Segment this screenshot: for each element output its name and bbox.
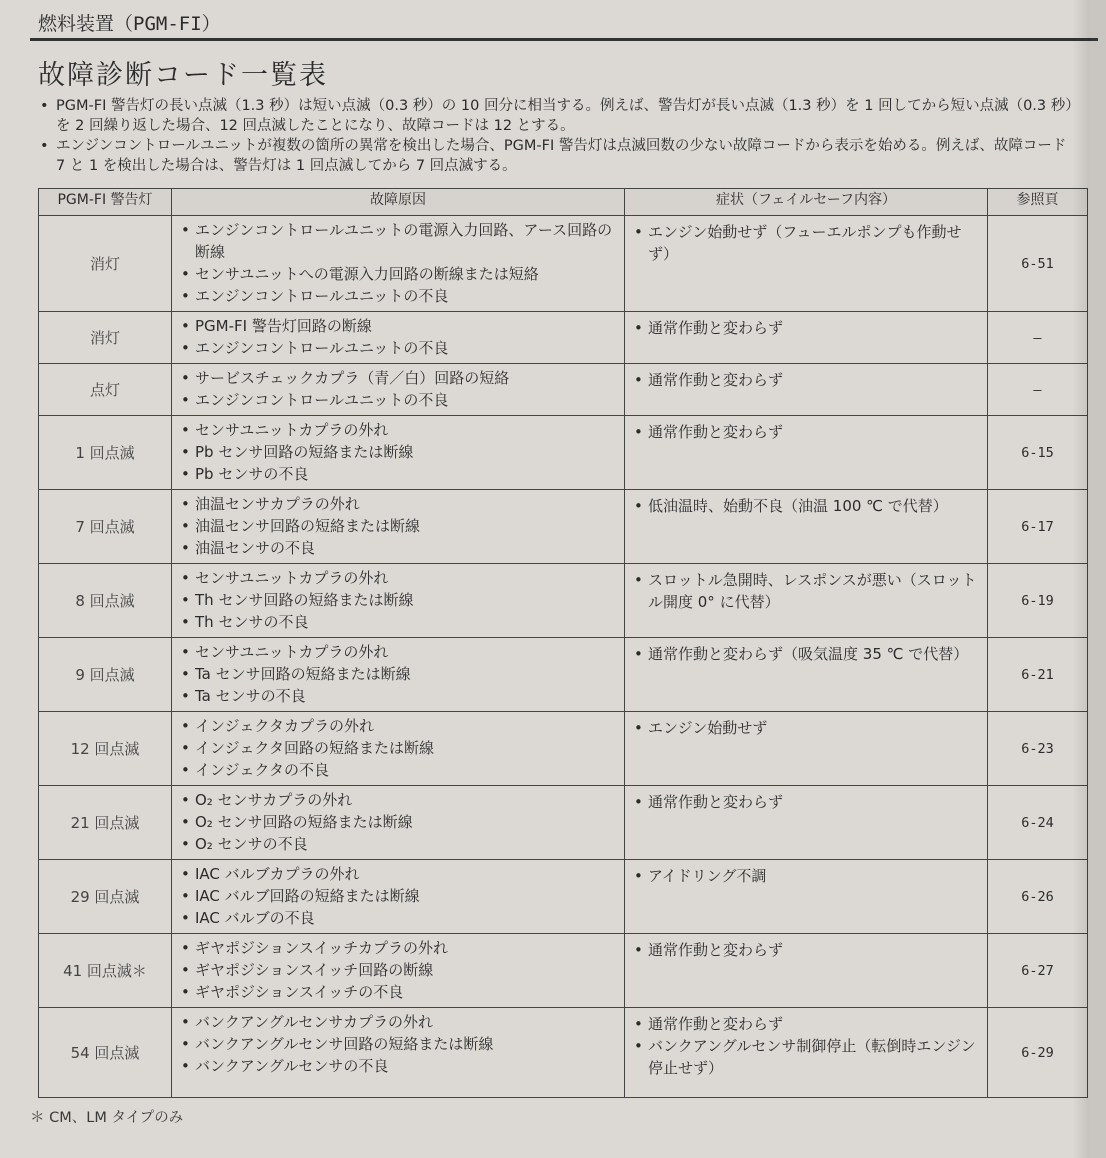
table-row — [39, 312, 1088, 364]
cause-item: • センサユニットへの電源入力回路の断線または短絡 — [195, 263, 619, 285]
table-row — [39, 564, 1088, 638]
cause-cell — [172, 312, 625, 364]
lamp-cell: 7 回点滅 — [39, 490, 172, 564]
symptom-cell — [625, 564, 988, 638]
symptom-cell — [625, 364, 988, 416]
header-cause: 故障原因 — [172, 189, 625, 216]
page-ref-cell: – — [988, 364, 1088, 416]
symptom-cell — [625, 638, 988, 712]
cause-item: • ギヤポジションスイッチの不良 — [195, 981, 619, 1003]
table-header-row — [39, 189, 1088, 216]
lamp-cell: 9 回点滅 — [39, 638, 172, 712]
lamp-cell: 点灯 — [39, 364, 172, 416]
symptom-item: • スロットル急開時、レスポンスが悪い（スロットル開度 0° に代替） — [648, 569, 982, 613]
cause-item: • インジェクタ回路の短絡または断線 — [195, 737, 619, 759]
symptom-list — [626, 491, 986, 519]
lamp-cell: 21 回点滅 — [39, 786, 172, 860]
cause-cell — [172, 490, 625, 564]
page-ref-cell: 6-51 — [988, 216, 1088, 312]
cause-item: • ギヤポジションスイッチ回路の断線 — [195, 959, 619, 981]
lamp-cell: 12 回点滅 — [39, 712, 172, 786]
notes-list — [38, 96, 1076, 176]
cause-list — [173, 417, 623, 487]
cause-item: • O₂ センサカプラの外れ — [195, 789, 619, 811]
cause-item: • PGM-FI 警告灯回路の断線 — [195, 315, 619, 337]
symptom-item: • エンジン始動せず — [648, 717, 982, 739]
page-ref-cell: 6-17 — [988, 490, 1088, 564]
cause-cell — [172, 712, 625, 786]
cause-item: • エンジンコントロールユニットの電源入力回路、アース回路の断線 — [195, 219, 619, 263]
table-row — [39, 712, 1088, 786]
cause-item: • インジェクタの不良 — [195, 759, 619, 781]
cause-list — [173, 313, 623, 361]
cause-list — [173, 787, 623, 857]
cause-item: • IAC バルブカプラの外れ — [195, 863, 619, 885]
cause-item: • Pb センサ回路の短絡または断線 — [195, 441, 619, 463]
symptom-item: • 通常作動と変わらず — [648, 939, 982, 961]
cause-item: • Ta センサ回路の短絡または断線 — [195, 663, 619, 685]
page-title: 故障診断コード一覧表 — [38, 60, 328, 91]
symptom-cell — [625, 312, 988, 364]
symptom-cell — [625, 216, 988, 312]
cause-item: • ギヤポジションスイッチカプラの外れ — [195, 937, 619, 959]
cause-cell — [172, 860, 625, 934]
cause-cell — [172, 416, 625, 490]
cause-cell — [172, 786, 625, 860]
header-lamp: PGM-FI 警告灯 — [39, 189, 172, 216]
lamp-cell: 消灯 — [39, 312, 172, 364]
cause-item: • Th センサ回路の短絡または断線 — [195, 589, 619, 611]
cause-item: • IAC バルブの不良 — [195, 907, 619, 929]
symptom-list — [626, 639, 986, 667]
cause-cell — [172, 564, 625, 638]
cause-list — [173, 565, 623, 635]
cause-item: • Th センサの不良 — [195, 611, 619, 633]
table-row — [39, 416, 1088, 490]
cause-cell — [172, 638, 625, 712]
lamp-cell: 8 回点滅 — [39, 564, 172, 638]
note-item: • エンジンコントロールユニットが複数の箇所の異常を検出した場合、PGM-FI 警告灯は点滅回数の少ない故障コードから表示を始める。例えば、故障コード 7 と 1 を検出した場合は、警告灯は 1 回点滅してから 7 回点滅する。 — [38, 136, 1076, 176]
symptom-item: • アイドリング不調 — [648, 865, 982, 887]
table-row — [39, 638, 1088, 712]
cause-cell — [172, 1008, 625, 1098]
symptom-list — [626, 1009, 986, 1081]
cause-item: • O₂ センサの不良 — [195, 833, 619, 855]
lamp-cell: 29 回点滅 — [39, 860, 172, 934]
cause-cell — [172, 216, 625, 312]
cause-item: • エンジンコントロールユニットの不良 — [195, 285, 619, 307]
table-row — [39, 860, 1088, 934]
cause-item: • センサユニットカプラの外れ — [195, 567, 619, 589]
page-ref-cell: 6-29 — [988, 1008, 1088, 1098]
page-ref-cell: 6-27 — [988, 934, 1088, 1008]
symptom-list — [626, 861, 986, 889]
symptom-list — [626, 217, 986, 267]
page-ref-cell: 6-26 — [988, 860, 1088, 934]
symptom-list — [626, 365, 986, 393]
page-ref-cell: 6-19 — [988, 564, 1088, 638]
section-header: 燃料装置（PGM-FI） — [30, 10, 1098, 41]
cause-item: • サービスチェックカプラ（青／白）回路の短絡 — [195, 367, 619, 389]
page-ref-cell: 6-23 — [988, 712, 1088, 786]
cause-item: • バンクアングルセンサの不良 — [195, 1055, 619, 1077]
symptom-cell — [625, 1008, 988, 1098]
cause-cell — [172, 364, 625, 416]
symptom-item: • 通常作動と変わらず（吸気温度 35 ℃ で代替） — [648, 643, 982, 665]
symptom-list — [626, 713, 986, 741]
cause-item: • バンクアングルセンサ回路の短絡または断線 — [195, 1033, 619, 1055]
header-symptom: 症状（フェイルセーフ内容） — [625, 189, 988, 216]
symptom-cell — [625, 712, 988, 786]
cause-item: • 油温センサの不良 — [195, 537, 619, 559]
symptom-list — [626, 565, 986, 615]
symptom-list — [626, 313, 986, 341]
table-row — [39, 216, 1088, 312]
cause-item: • センサユニットカプラの外れ — [195, 641, 619, 663]
cause-item: • O₂ センサ回路の短絡または断線 — [195, 811, 619, 833]
cause-item: • 油温センサ回路の短絡または断線 — [195, 515, 619, 537]
cause-list — [173, 861, 623, 931]
page-ref-cell: 6-21 — [988, 638, 1088, 712]
diagnostic-code-table — [38, 188, 1088, 1098]
table-row — [39, 934, 1088, 1008]
table-row — [39, 490, 1088, 564]
cause-item: • IAC バルブ回路の短絡または断線 — [195, 885, 619, 907]
symptom-cell — [625, 490, 988, 564]
lamp-cell: 54 回点滅 — [39, 1008, 172, 1098]
cause-cell — [172, 934, 625, 1008]
cause-list — [173, 491, 623, 561]
cause-list — [173, 639, 623, 709]
cause-item: • バンクアングルセンサカプラの外れ — [195, 1011, 619, 1033]
note-item: • PGM-FI 警告灯の長い点滅（1.3 秒）は短い点滅（0.3 秒）の 10 回分に相当する。例えば、警告灯が長い点滅（1.3 秒）を 1 回してから短い点滅（0.3 秒）を 2 回繰り返した場合、12 回点滅したことになり、故障コードは 12 とする。 — [38, 96, 1076, 136]
symptom-cell — [625, 860, 988, 934]
symptom-item: • 低油温時、始動不良（油温 100 ℃ で代替） — [648, 495, 982, 517]
symptom-item: • 通常作動と変わらず — [648, 1013, 982, 1035]
table-row — [39, 364, 1088, 416]
page-ref-cell: 6-15 — [988, 416, 1088, 490]
lamp-cell: 消灯 — [39, 216, 172, 312]
cause-item: • エンジンコントロールユニットの不良 — [195, 337, 619, 359]
symptom-cell — [625, 416, 988, 490]
symptom-item: • 通常作動と変わらず — [648, 421, 982, 443]
symptom-list — [626, 787, 986, 815]
cause-item: • Ta センサの不良 — [195, 685, 619, 707]
cause-item: • センサユニットカプラの外れ — [195, 419, 619, 441]
symptom-list — [626, 417, 986, 445]
cause-item: • エンジンコントロールユニットの不良 — [195, 389, 619, 411]
cause-list — [173, 713, 623, 783]
symptom-item: • 通常作動と変わらず — [648, 317, 982, 339]
symptom-list — [626, 935, 986, 963]
cause-item: • Pb センサの不良 — [195, 463, 619, 485]
table-row — [39, 1008, 1088, 1098]
lamp-cell: 41 回点滅＊ — [39, 934, 172, 1008]
table-body — [39, 216, 1088, 1098]
footnote: ＊ CM、LM タイプのみ — [30, 1110, 184, 1126]
lamp-cell: 1 回点滅 — [39, 416, 172, 490]
cause-item: • 油温センサカプラの外れ — [195, 493, 619, 515]
symptom-item: • エンジン始動せず（フューエルポンプも作動せず） — [648, 221, 982, 265]
cause-list — [173, 217, 623, 309]
symptom-item: • 通常作動と変わらず — [648, 369, 982, 391]
table-row — [39, 786, 1088, 860]
cause-list — [173, 365, 623, 413]
symptom-cell — [625, 786, 988, 860]
symptom-item: • バンクアングルセンサ制御停止（転倒時エンジン停止せず） — [648, 1035, 982, 1079]
page-ref-cell: 6-24 — [988, 786, 1088, 860]
symptom-item: • 通常作動と変わらず — [648, 791, 982, 813]
symptom-cell — [625, 934, 988, 1008]
page-ref-cell: – — [988, 312, 1088, 364]
cause-item: • インジェクタカプラの外れ — [195, 715, 619, 737]
header-page: 参照頁 — [988, 189, 1088, 216]
cause-list — [173, 1009, 623, 1079]
cause-list — [173, 935, 623, 1005]
